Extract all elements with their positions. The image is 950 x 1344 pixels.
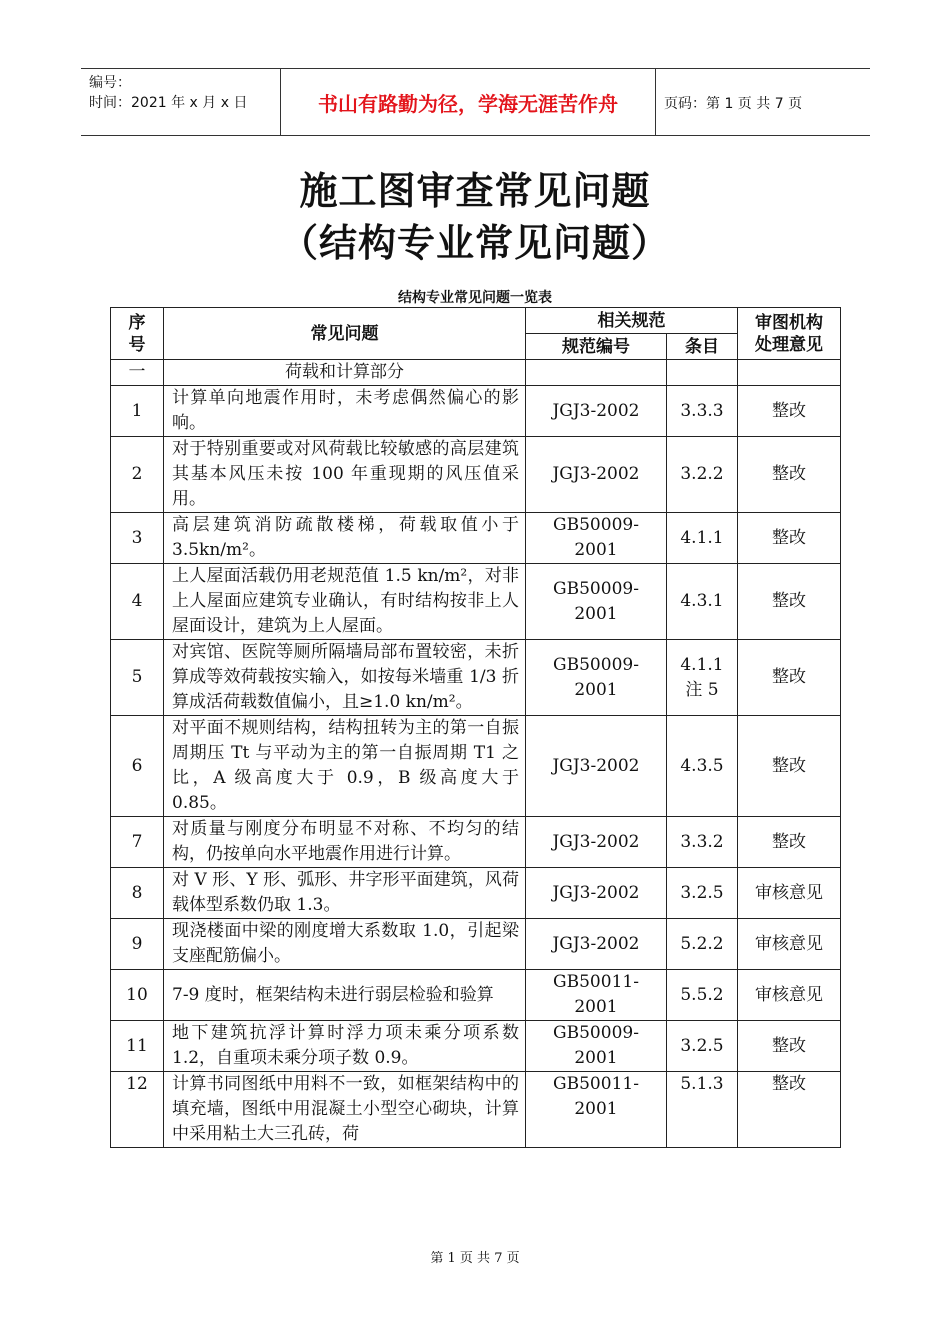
table-row bbox=[111, 640, 841, 716]
review-opinion: 整改 bbox=[738, 1072, 841, 1148]
table-row bbox=[111, 919, 841, 970]
spec-code: GB50009-2001 bbox=[526, 640, 667, 716]
time-label: 时间：2021 年 x 月 x 日 bbox=[89, 95, 248, 111]
header-related-spec: 相关规范 bbox=[526, 308, 738, 334]
empty-cell bbox=[526, 360, 667, 386]
table-row bbox=[111, 1021, 841, 1072]
problem-description: 对于特别重要或对风荷载比较敏感的高层建筑其基本风压未按 100 年重现期的风压值采用。 bbox=[164, 437, 526, 513]
spec-code: JGJ3-2002 bbox=[526, 386, 667, 437]
header-problem: 常见问题 bbox=[164, 308, 526, 360]
spec-code: JGJ3-2002 bbox=[526, 919, 667, 970]
clause: 5.1.3 bbox=[667, 1072, 738, 1148]
header-motto: 书山有路勤为径，学海无涯苦作舟 bbox=[318, 92, 618, 116]
table-row bbox=[111, 817, 841, 868]
table-row bbox=[111, 868, 841, 919]
row-number: 2 bbox=[111, 437, 164, 513]
clause: 3.2.2 bbox=[667, 437, 738, 513]
review-opinion: 审核意见 bbox=[738, 868, 841, 919]
header-page-info: 页码：第 1 页 共 7 页 bbox=[664, 95, 803, 112]
clause: 4.1.1 bbox=[667, 513, 738, 564]
header-seq: 序 号 bbox=[111, 308, 164, 360]
table-row bbox=[111, 716, 841, 817]
spec-code: JGJ3-2002 bbox=[526, 868, 667, 919]
row-number: 4 bbox=[111, 564, 164, 640]
problem-description: 计算书同图纸中用料不一致，如框架结构中的填充墙，图纸中用混凝土小型空心砌块，计算中采用粘土大三孔砖，荷 bbox=[164, 1072, 526, 1148]
review-opinion: 审核意见 bbox=[738, 970, 841, 1021]
row-number: 9 bbox=[111, 919, 164, 970]
review-opinion: 整改 bbox=[738, 716, 841, 817]
spec-code: JGJ3-2002 bbox=[526, 817, 667, 868]
header-clause: 条目 bbox=[667, 334, 738, 360]
spec-code: GB50009-2001 bbox=[526, 564, 667, 640]
clause: 4.1.1 注 5 bbox=[667, 640, 738, 716]
problem-description: 高层建筑消防疏散楼梯，荷载取值小于 3.5kn/m²。 bbox=[164, 513, 526, 564]
header-meta bbox=[89, 73, 279, 113]
table-row bbox=[111, 386, 841, 437]
clause: 5.2.2 bbox=[667, 919, 738, 970]
row-number: 12 bbox=[111, 1072, 164, 1148]
problem-description: 地下建筑抗浮计算时浮力项未乘分项系数 1.2，自重项未乘分项子数 0.9。 bbox=[164, 1021, 526, 1072]
problem-description: 对 V 形、Y 形、弧形、井字形平面建筑，风荷载体型系数仍取 1.3。 bbox=[164, 868, 526, 919]
spec-code: JGJ3-2002 bbox=[526, 437, 667, 513]
clause: 3.2.5 bbox=[667, 868, 738, 919]
section-num: 一 bbox=[111, 360, 164, 386]
page-subtitle: （结构专业常见问题） bbox=[279, 221, 670, 265]
spec-code: GB50011-2001 bbox=[526, 970, 667, 1021]
number-label: 编号： bbox=[89, 75, 131, 91]
row-number: 6 bbox=[111, 716, 164, 817]
spec-code: GB50011-2001 bbox=[526, 1072, 667, 1148]
row-number: 5 bbox=[111, 640, 164, 716]
header-divider bbox=[655, 69, 656, 135]
table-row bbox=[111, 1072, 841, 1148]
page-title: 施工图审查常见问题 bbox=[299, 169, 651, 213]
page-header bbox=[81, 68, 870, 136]
spec-code: GB50009-2001 bbox=[526, 1021, 667, 1072]
clause: 4.3.1 bbox=[667, 564, 738, 640]
clause: 4.3.5 bbox=[667, 716, 738, 817]
table-row bbox=[111, 437, 841, 513]
review-opinion: 整改 bbox=[738, 386, 841, 437]
review-opinion: 整改 bbox=[738, 564, 841, 640]
table-row bbox=[111, 564, 841, 640]
review-opinion: 整改 bbox=[738, 1021, 841, 1072]
page-footer: 第 1 页 共 7 页 bbox=[430, 1251, 520, 1266]
review-opinion: 整改 bbox=[738, 513, 841, 564]
problems-table bbox=[110, 307, 841, 1148]
row-number: 7 bbox=[111, 817, 164, 868]
row-number: 8 bbox=[111, 868, 164, 919]
problem-description: 对平面不规则结构，结构扭转为主的第一自振周期压 Tt 与平动为主的第一自振周期 T1 之比，A 级高度大于 0.9，B 级高度大于 0.85。 bbox=[164, 716, 526, 817]
problem-description: 7-9 度时，框架结构未进行弱层检验和验算 bbox=[164, 970, 526, 1021]
review-opinion: 审核意见 bbox=[738, 919, 841, 970]
clause: 3.3.2 bbox=[667, 817, 738, 868]
table-caption: 结构专业常见问题一览表 bbox=[398, 290, 552, 306]
row-number: 11 bbox=[111, 1021, 164, 1072]
review-opinion: 整改 bbox=[738, 437, 841, 513]
table-row bbox=[111, 513, 841, 564]
problem-description: 对宾馆、医院等厕所隔墙局部布置较密，未折算成等效荷载按实输入，如按每米墙重 1/3 折算成活荷载数值偏小，且≥1.0 kn/m²。 bbox=[164, 640, 526, 716]
spec-code: JGJ3-2002 bbox=[526, 716, 667, 817]
clause: 3.3.3 bbox=[667, 386, 738, 437]
row-number: 3 bbox=[111, 513, 164, 564]
clause: 3.2.5 bbox=[667, 1021, 738, 1072]
row-number: 10 bbox=[111, 970, 164, 1021]
empty-cell bbox=[738, 360, 841, 386]
table-body bbox=[111, 360, 841, 1148]
empty-cell bbox=[667, 360, 738, 386]
header-spec-code: 规范编号 bbox=[526, 334, 667, 360]
review-opinion: 整改 bbox=[738, 640, 841, 716]
table-row bbox=[111, 970, 841, 1021]
section-title: 荷载和计算部分 bbox=[164, 360, 526, 386]
section-row bbox=[111, 360, 841, 386]
header-opinion: 审图机构 处理意见 bbox=[738, 308, 841, 360]
problem-description: 上人屋面活载仍用老规范值 1.5 kn/m²，对非上人屋面应建筑专业确认，有时结构按非上人屋面设计，建筑为上人屋面。 bbox=[164, 564, 526, 640]
problem-description: 对质量与刚度分布明显不对称、不均匀的结构，仍按单向水平地震作用进行计算。 bbox=[164, 817, 526, 868]
row-number: 1 bbox=[111, 386, 164, 437]
review-opinion: 整改 bbox=[738, 817, 841, 868]
problem-description: 计算单向地震作用时，未考虑偶然偏心的影响。 bbox=[164, 386, 526, 437]
problem-description: 现浇楼面中梁的刚度增大系数取 1.0，引起梁支座配筋偏小。 bbox=[164, 919, 526, 970]
clause: 5.5.2 bbox=[667, 970, 738, 1021]
spec-code: GB50009-2001 bbox=[526, 513, 667, 564]
